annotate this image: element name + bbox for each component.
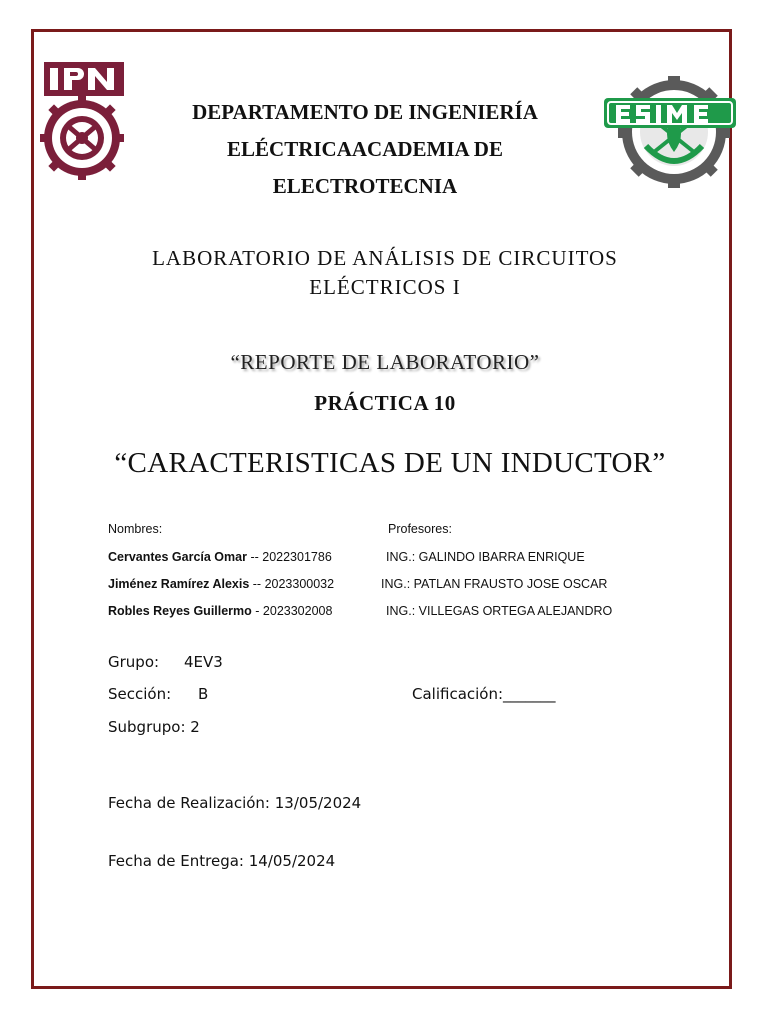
department-line-1: DEPARTAMENTO DE INGENIERÍA bbox=[192, 100, 538, 124]
grupo-value: 4EV3 bbox=[184, 653, 223, 671]
report-label: “REPORTE DE LABORATORIO” bbox=[230, 350, 540, 374]
professor-row: ING.: GALINDO IBARRA ENRIQUE bbox=[386, 550, 585, 564]
seccion-value: B bbox=[198, 685, 209, 703]
subgrupo: Subgrupo: 2 bbox=[108, 718, 200, 736]
student-id: 2023300032 bbox=[264, 577, 335, 591]
student-separator: -- bbox=[249, 577, 265, 591]
student-name: Robles Reyes Guillermo bbox=[108, 604, 252, 618]
student-name: Cervantes García Omar bbox=[108, 550, 247, 564]
student-row bbox=[108, 550, 332, 564]
ipn-logo-icon bbox=[40, 60, 128, 184]
department-heading bbox=[150, 94, 580, 205]
professor-row: ING.: PATLAN FRAUSTO JOSE OSCAR bbox=[381, 577, 608, 591]
student-name: Jiménez Ramírez Alexis bbox=[108, 577, 250, 591]
seccion-label: Sección: bbox=[108, 685, 172, 703]
fecha-entrega: Fecha de Entrega: 14/05/2024 bbox=[108, 852, 336, 870]
student-id: 2023302008 bbox=[262, 604, 333, 618]
professor-row: ING.: VILLEGAS ORTEGA ALEJANDRO bbox=[386, 604, 613, 618]
lab-title bbox=[100, 244, 670, 302]
fecha-realizacion: Fecha de Realización: 13/05/2024 bbox=[108, 794, 362, 812]
student-separator: -- bbox=[246, 550, 263, 564]
students-header: Nombres: bbox=[108, 522, 163, 536]
grupo-label: Grupo: bbox=[108, 653, 160, 671]
student-row bbox=[108, 604, 332, 618]
calificacion-field: Calificación:_______ bbox=[412, 685, 556, 703]
department-line-2: ELÉCTRICAACADEMIA DE bbox=[227, 137, 503, 161]
professors-header: Profesores: bbox=[388, 522, 452, 536]
student-row bbox=[108, 577, 334, 591]
esime-logo-icon bbox=[604, 76, 736, 188]
practice-number: PRÁCTICA 10 bbox=[314, 391, 456, 415]
lab-title-line-1: LABORATORIO DE ANÁLISIS DE CIRCUITOS bbox=[152, 246, 618, 270]
lab-title-line-2: ELÉCTRICOS I bbox=[309, 275, 461, 299]
student-id: 2022301786 bbox=[262, 550, 332, 564]
department-line-3: ELECTROTECNIA bbox=[272, 174, 458, 198]
student-separator: - bbox=[251, 604, 263, 618]
report-title: “CARACTERISTICAS DE UN INDUCTOR” bbox=[114, 447, 666, 479]
